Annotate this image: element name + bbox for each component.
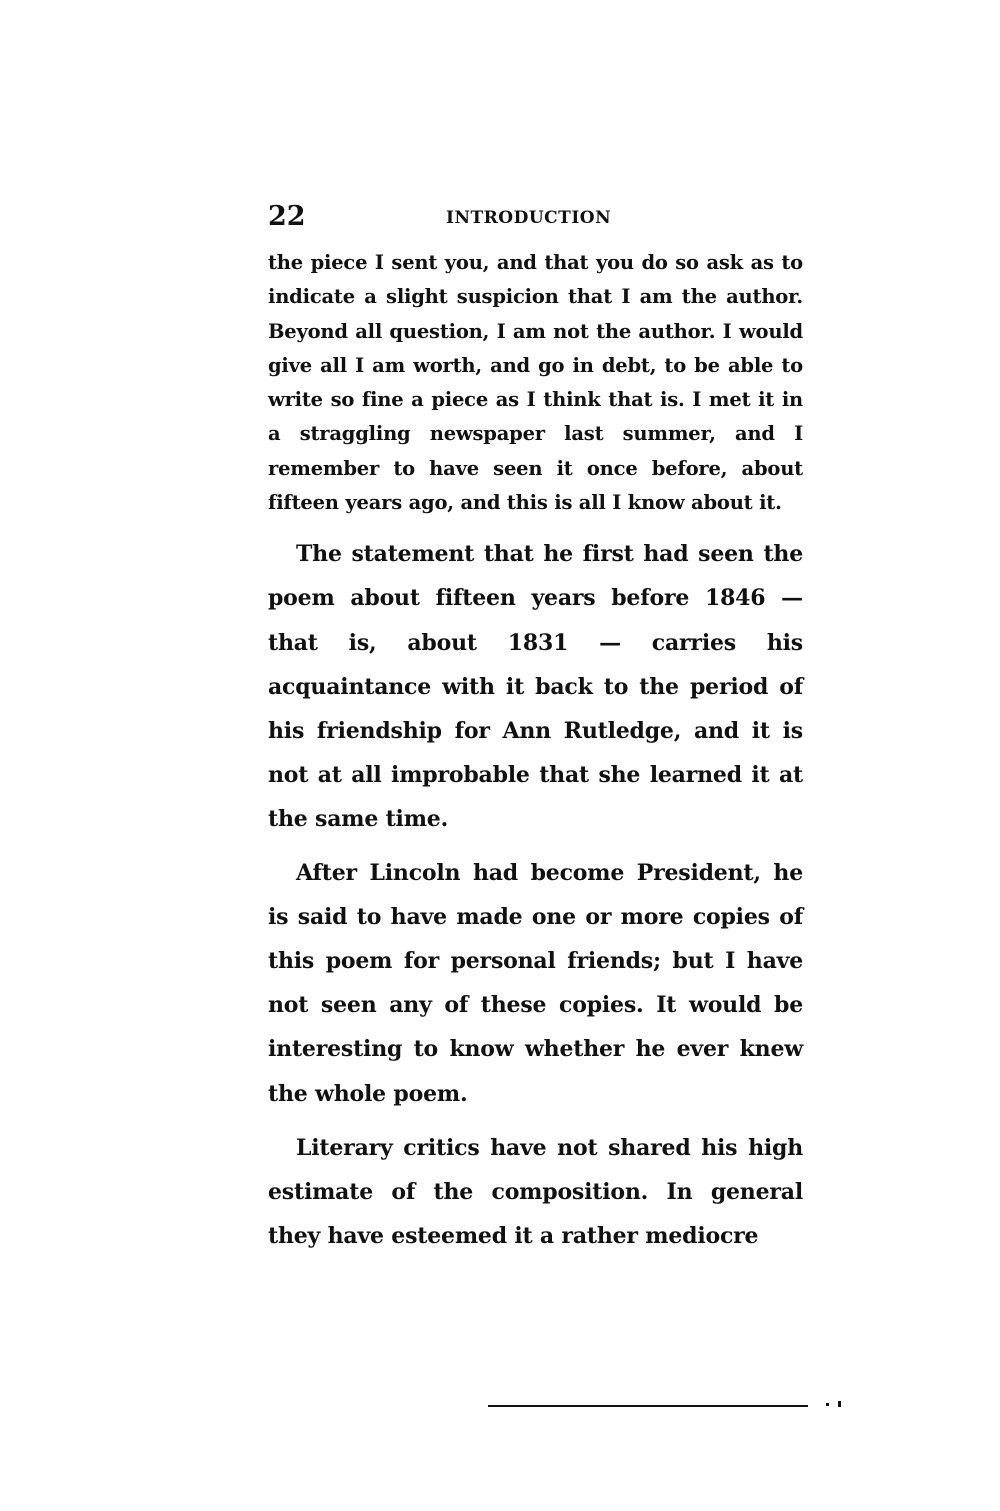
footer-mark (838, 1401, 841, 1407)
page-number: 22 (268, 201, 306, 232)
paragraph-1: The statement that he first had seen the poem about fifteen years before 1846 — that is, about 1831 — carries his acquaintance with it back to the period of his friendship for Ann Rutledge, and it is not at all improbable that she learned it at the same time. (268, 541, 803, 832)
paragraph-3: Literary critics have not shared his high estimate of the composition. In general they have esteemed it a rather mediocre (268, 1134, 803, 1249)
running-head: INTRODUCTION (446, 208, 612, 228)
footer-rule (488, 1405, 808, 1407)
footer-marks (808, 1398, 848, 1410)
body-text (268, 246, 803, 1268)
footer-mark (826, 1403, 829, 1406)
page-header (268, 200, 808, 234)
quoted-letter: the piece I sent you, and that you do so ask as to indicate a slight suspicion that I am the author. Beyond all question, I am not the author. I would give all I am worth, and go in debt, to be able to write so fine a piece as I think that is. I met it in a straggling newspaper last summer, and I remember to have seen it once before, about fifteen years ago, and this is all I know about it. (268, 251, 803, 515)
paragraph-2: After Lincoln had become President, he is said to have made one or more copies of this poem for personal friends; but I have not seen any of these copies. It would be interesting to know whether he ever knew the whole poem. (268, 860, 803, 1107)
